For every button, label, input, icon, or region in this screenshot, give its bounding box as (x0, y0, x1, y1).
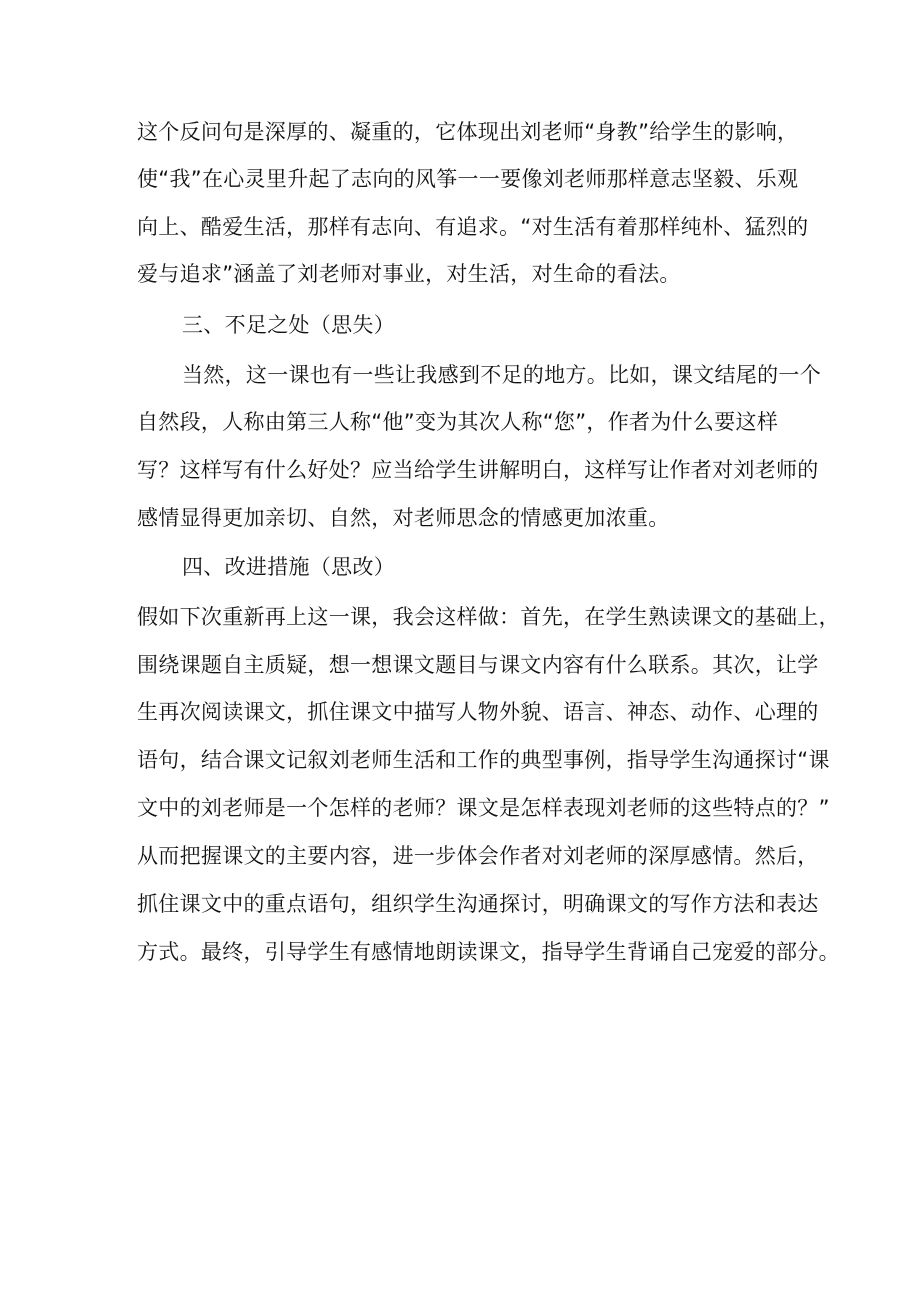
paragraph-3-line-8: 方式。最终，引导学生有感情地朗读课文，指导学生背诵自己宠爱的部分。 (137, 940, 840, 964)
paragraph-1-line-1: 这个反问句是深厚的、凝重的，它体现出刘老师“身教”给学生的影响， (137, 120, 799, 144)
paragraph-2-line-1: 当然，这一课也有一些让我感到不足的地方。比如，课文结尾的一个 (182, 363, 821, 387)
paragraph-1-line-2: 使“我”在心灵里升起了志向的风筝一一要像刘老师那样意志坚毅、乐观 (137, 167, 799, 191)
paragraph-3-line-3: 生再次阅读课文，抓住课文中描写人物外貌、语言、神态、动作、心理的 (137, 700, 819, 724)
paragraph-2-line-3: 写？这样写有什么好处？应当给学生讲解明白，这样写让作者对刘老师的 (137, 458, 819, 482)
paragraph-2-line-4: 感情显得更加亲切、自然，对老师思念的情感更加浓重。 (137, 506, 670, 530)
paragraph-1-line-3: 向上、酷爱生活，那样有志向、有追求。“对生活有着那样纯朴、猛烈的 (137, 215, 809, 239)
paragraph-3-line-2: 围绕课题自主质疑，想一想课文题目与课文内容有什么联系。其次，让学 (137, 653, 819, 677)
section-heading-shortcomings: 三、不足之处（思失） (182, 313, 395, 337)
section-heading-improvements: 四、改进措施（思改） (182, 555, 395, 579)
paragraph-3-line-1: 假如下次重新再上这一课，我会这样做：首先，在学生熟读课文的基础上， (137, 605, 840, 629)
paragraph-3-line-6: 从而把握课文的主要内容，进一步体会作者对刘老师的深厚感情。然后， (137, 844, 819, 868)
paragraph-3-line-4: 语句，结合课文记叙刘老师生活和工作的典型事例，指导学生沟通探讨“课 (137, 748, 830, 772)
paragraph-2-line-2: 自然段，人称由第三人称“他”变为其次人称“您”，作者为什么要这样 (137, 410, 779, 434)
paragraph-1-line-4: 爱与追求”涵盖了刘老师对事业，对生活，对生命的看法。 (137, 262, 681, 286)
paragraph-3-line-5: 文中的刘老师是一个怎样的老师？课文是怎样表现刘老师的这些特点的？” (137, 796, 830, 820)
paragraph-3-line-7: 抓住课文中的重点语句，组织学生沟通探讨，明确课文的写作方法和表达 (137, 892, 819, 916)
